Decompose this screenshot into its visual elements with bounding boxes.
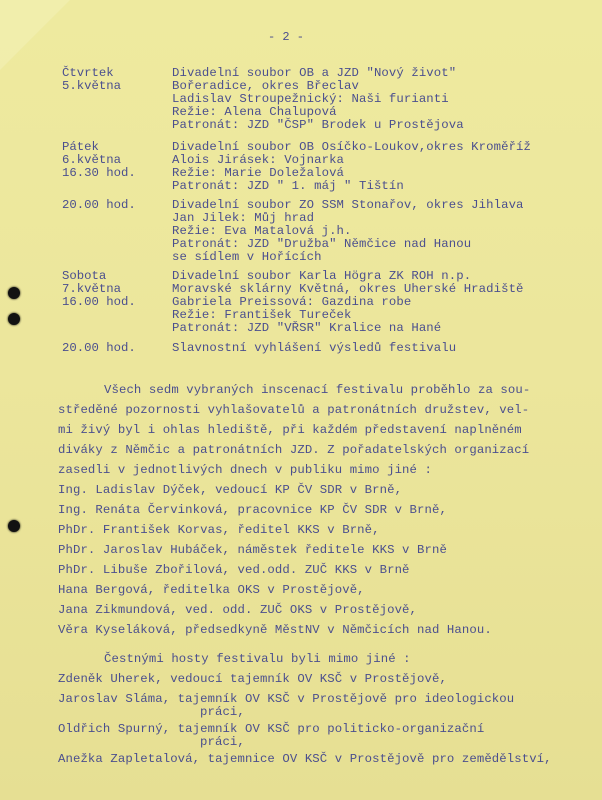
schedule-time-label: 20.00 hod. <box>62 198 136 212</box>
attendee-line: Jana Zikmundová, ved. odd. ZUČ OKS v Prostějově, <box>58 603 418 617</box>
schedule-line: Alois Jirásek: Vojnarka <box>172 153 345 167</box>
schedule-date-label: 5.května <box>62 79 122 93</box>
schedule-line: Divadelní soubor OB a JZD "Nový život" <box>172 66 457 80</box>
schedule-time-label: 20.00 hod. <box>62 341 136 355</box>
schedule-line: Slavnostní vyhlášení výsledů festivalu <box>172 341 457 355</box>
schedule-time-label: 16.00 hod. <box>62 295 136 309</box>
guest-line: Oldřich Spurný, tajemník OV KSČ pro politicko-organizační <box>58 722 485 736</box>
schedule-date-label: 7.května <box>62 282 122 296</box>
guest-line: Zdeněk Uherek, vedoucí tajemník OV KSČ v Prostějově, <box>58 672 447 686</box>
paragraph-line: středěné pozornosti vyhlašovatelů a patronátních družstev, vel- <box>58 403 530 417</box>
schedule-date-label: 6.května <box>62 153 122 167</box>
attendee-line: PhDr. Jaroslav Hubáček, náměstek ředitele KKS v Brně <box>58 543 447 557</box>
guest-line: Anežka Zapletalová, tajemnice OV KSČ v Prostějově pro zemědělství, <box>58 752 552 766</box>
attendee-line: Ing. Ladislav Dýček, vedoucí KP ČV SDR v Brně, <box>58 483 403 497</box>
punch-hole <box>8 313 20 325</box>
schedule-day-label: Čtvrtek <box>62 66 114 80</box>
schedule-line: Režie: Eva Matalová j.h. <box>172 224 352 238</box>
schedule-line: Patronát: JZD "VŘSR" Kralice na Hané <box>172 321 442 335</box>
schedule-time-label: 16.30 hod. <box>62 166 136 180</box>
guest-line-continuation: práci, <box>200 735 245 749</box>
schedule-day-label: Pátek <box>62 140 99 154</box>
schedule-line: Režie: Marie Doležalová <box>172 166 345 180</box>
paragraph-line: Všech sedm vybraných inscenací festivalu proběhlo za sou- <box>104 383 531 397</box>
schedule-line: Patronát: JZD "Družba" Němčice nad Hanou <box>172 237 472 251</box>
attendee-line: PhDr. Libuše Zbořilová, ved.odd. ZUČ KKS v Brně <box>58 563 410 577</box>
schedule-line: Jan Jilek: Můj hrad <box>172 211 315 225</box>
page-corner-fold <box>0 0 70 70</box>
schedule-line: Bořeradice, okres Břeclav <box>172 79 359 93</box>
page-number: - 2 - <box>268 30 305 44</box>
punch-hole <box>8 287 20 299</box>
punch-hole <box>8 520 20 532</box>
schedule-day-label: Sobota <box>62 269 107 283</box>
paragraph-line: Čestnými hosty festivalu byli mimo jiné : <box>104 652 411 666</box>
paragraph-line: zasedli v jednotlivých dnech v publiku mimo jiné : <box>58 463 432 477</box>
schedule-line: se sídlem v Hořících <box>172 250 322 264</box>
schedule-line: Patronát: JZD "ČSP" Brodek u Prostějova <box>172 118 464 132</box>
attendee-line: Hana Bergová, ředitelka OKS v Prostějově, <box>58 583 365 597</box>
schedule-line: Moravské sklárny Květná, okres Uherské Hradiště <box>172 282 524 296</box>
schedule-line: Režie: František Tureček <box>172 308 352 322</box>
attendee-line: PhDr. František Korvas, ředitel KKS v Brně, <box>58 523 380 537</box>
guest-line-continuation: práci, <box>200 705 245 719</box>
paragraph-line: diváky z Němčic a patronátních JZD. Z pořadatelských organizací <box>58 443 530 457</box>
attendee-line: Ing. Renáta Červinková, pracovnice KP ČV SDR v Brně, <box>58 503 447 517</box>
schedule-line: Divadelní soubor ZO SSM Stonařov, okres Jihlava <box>172 198 524 212</box>
guest-line: Jaroslav Sláma, tajemník OV KSČ v Prostějově pro ideologickou <box>58 692 515 706</box>
schedule-line: Gabriela Preissová: Gazdina robe <box>172 295 412 309</box>
schedule-line: Režie: Alena Chalupová <box>172 105 337 119</box>
schedule-line: Patronát: JZD " 1. máj " Tištín <box>172 179 404 193</box>
attendee-line: Věra Kyseláková, předsedkyně MěstNV v Němčicích nad Hanou. <box>58 623 492 637</box>
schedule-line: Divadelní soubor OB Osíčko-Loukov,okres Kroměříž <box>172 140 532 154</box>
schedule-line: Ladislav Stroupežnický: Naši furianti <box>172 92 449 106</box>
paragraph-line: mi živý byl i ohlas hlediště, při každém představení naplněném <box>58 423 522 437</box>
schedule-line: Divadelní soubor Karla Högra ZK ROH n.p. <box>172 269 472 283</box>
